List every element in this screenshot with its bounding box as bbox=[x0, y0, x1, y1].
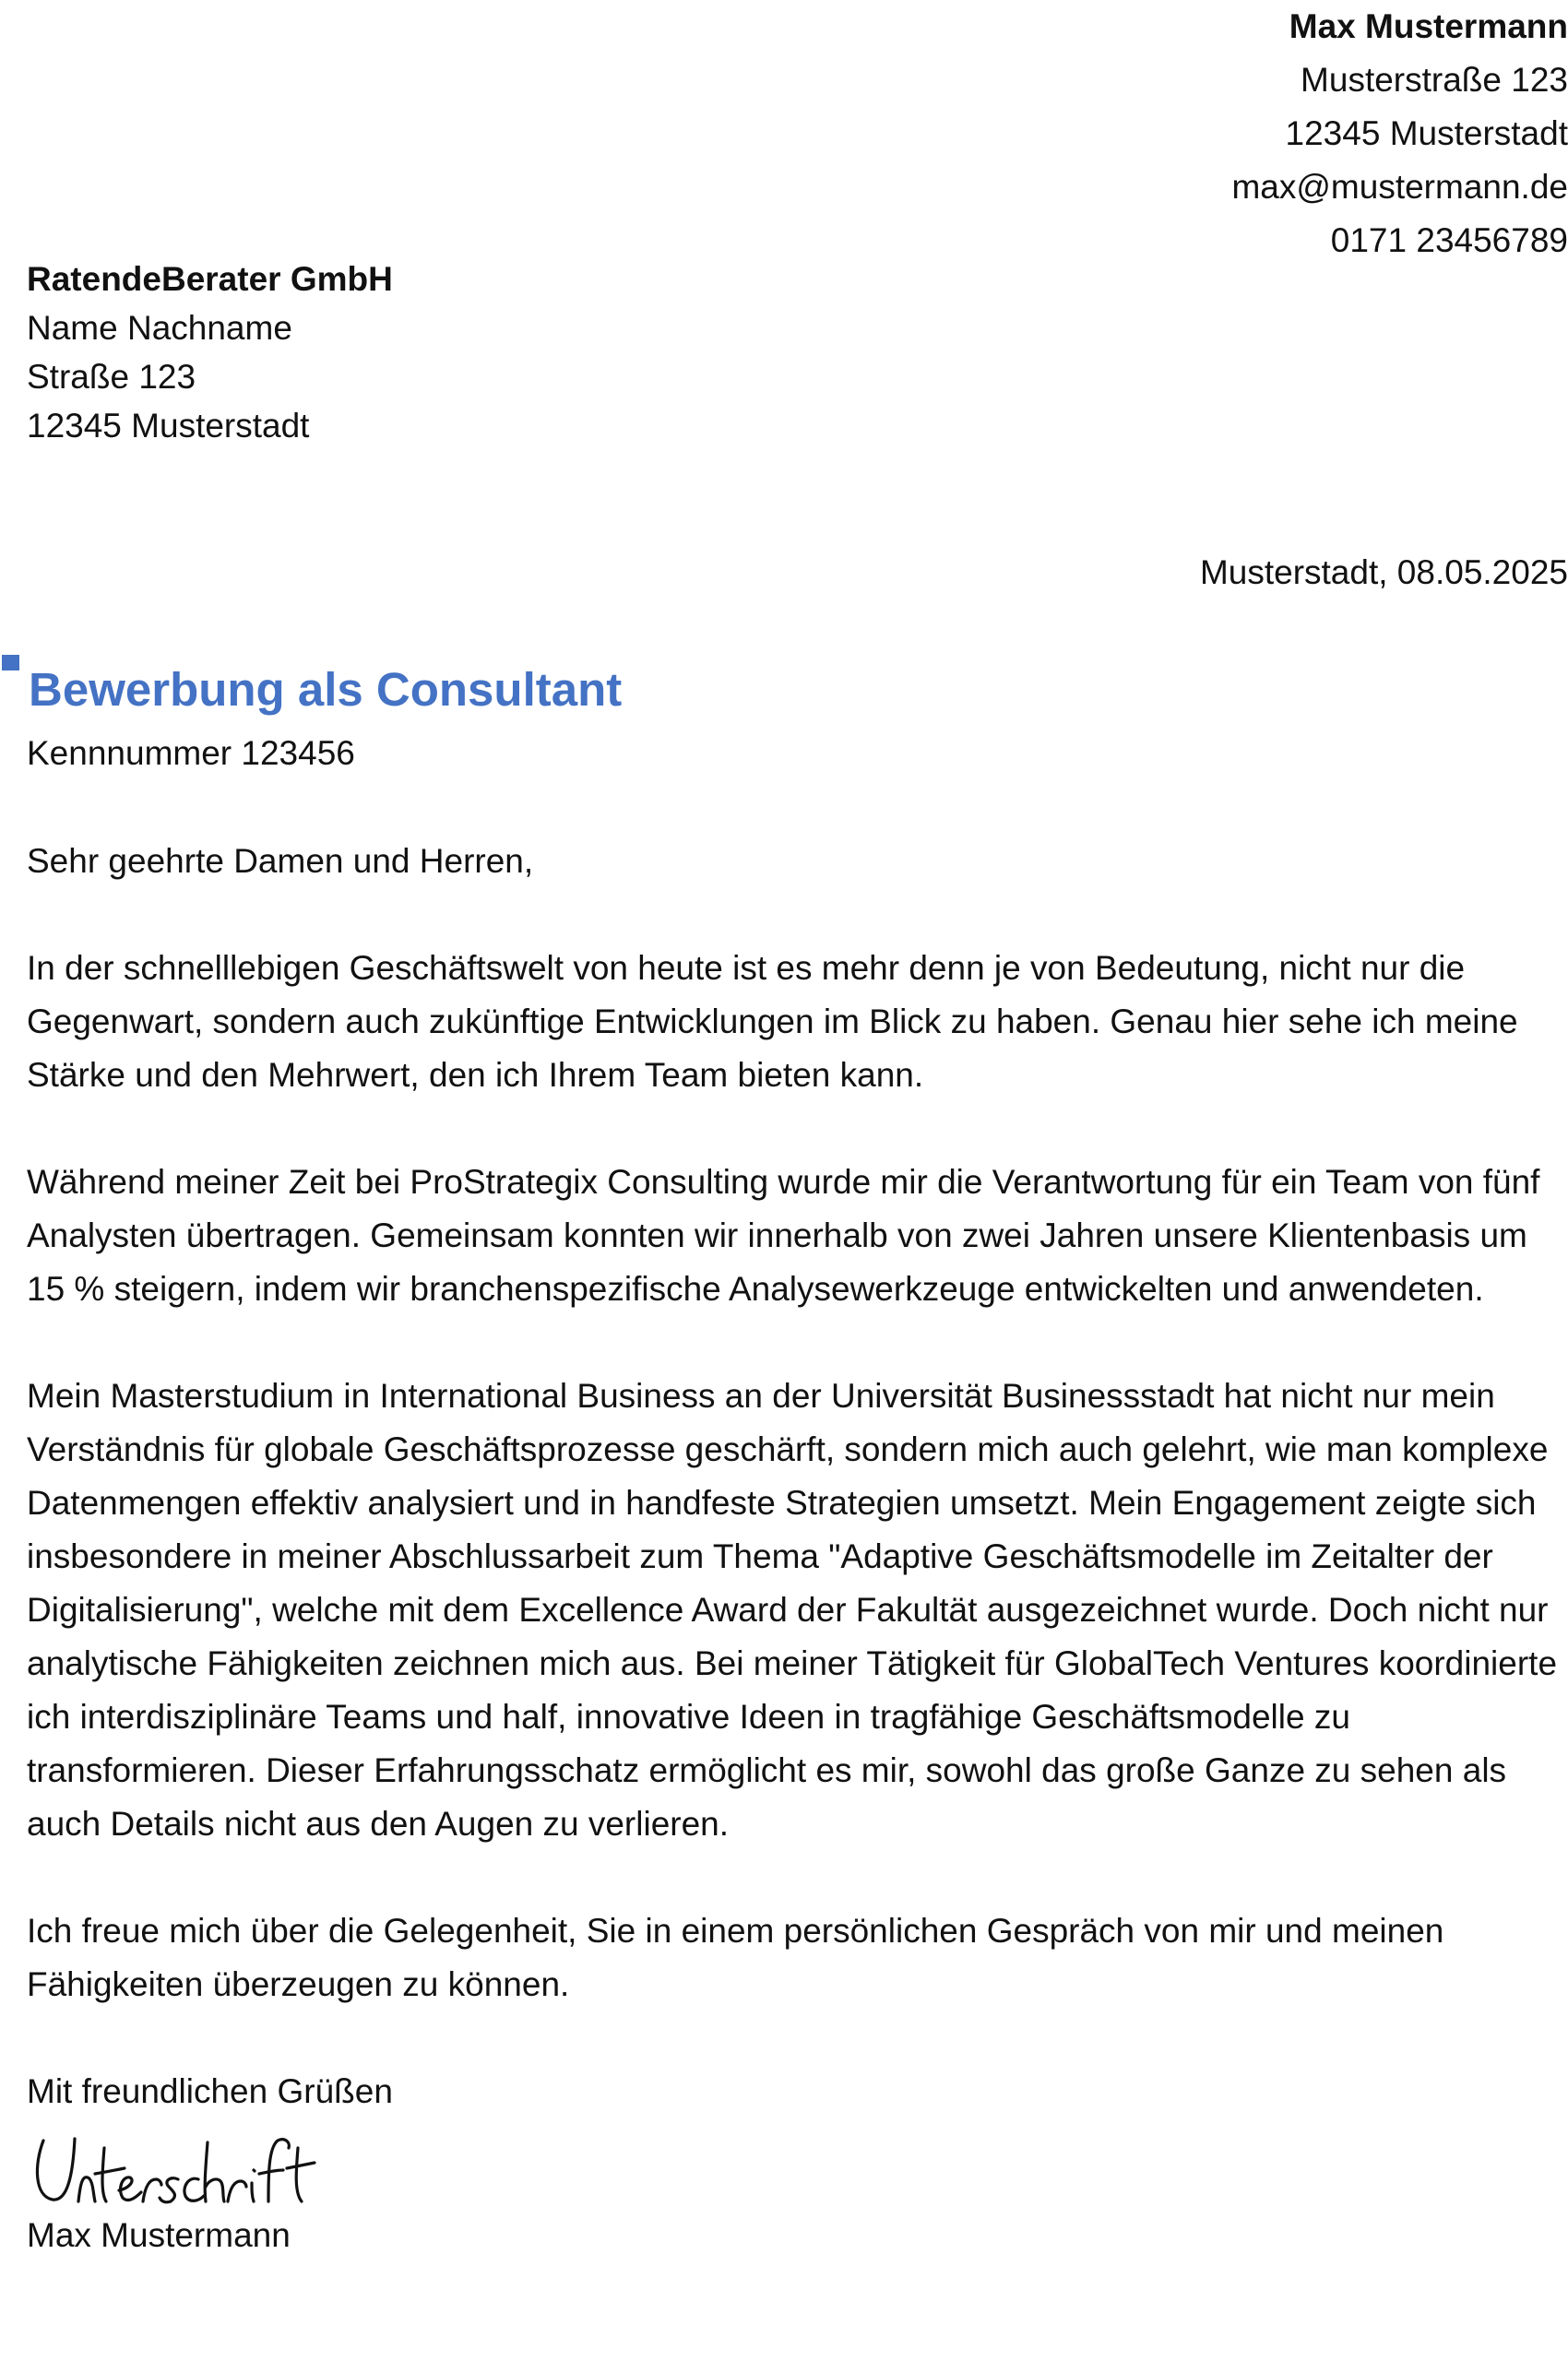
sender-city: 12345 Musterstadt bbox=[1285, 114, 1568, 152]
recipient-company: RatendeBerater GmbH bbox=[27, 260, 393, 298]
sender-phone: 0171 23456789 bbox=[1330, 221, 1568, 259]
body-paragraph-3: Mein Masterstudium in International Business an der Universität Businessstadt hat nicht nur mein Verständnis für globale Geschäftsprozesse geschärft, sondern mich auch gelehrt, wie man komplexe Datenmengen effektiv analysiert und in handfeste Strategien umsetzt. Mein Engagement zeigte sich insbesondere in meiner Abschlussarbeit zum Thema "Adaptive Geschäftsmodelle im Zeitalter der Digitalisierung", welche mit dem Excellence Award der Fakultät ausgezeichnet wurde. Doch nicht nur analytische Fähigkeiten zeichnen mich aus. Bei meiner Tätigkeit für GlobalTech Ventures koordinierte ich interdisziplinäre Teams und half, innovative Ideen in tragfähige Geschäftsmodelle zu transformieren. Dieser Erfahrungsschatz ermöglicht es mir, sowohl das große Ganze zu sehen als auch Details nicht aus den Augen zu verlieren. bbox=[27, 1377, 1558, 1843]
recipient-address-block bbox=[27, 255, 765, 450]
date-line: Musterstadt, 08.05.2025 bbox=[1199, 553, 1568, 591]
sender-email: max@mustermann.de bbox=[1231, 168, 1568, 206]
handwritten-signature bbox=[27, 2120, 322, 2213]
sender-name: Max Mustermann bbox=[1289, 7, 1568, 45]
letter-body bbox=[27, 835, 1568, 2262]
body-paragraph-2: Während meiner Zeit bei ProStrategix Consulting wurde mir die Verantwortung für ein Team von fünf Analysten übertragen. Gemeinsam konnten wir innerhalb von zwei Jahren unsere Klientenbasis um 15 % steigern, indem wir branchenspezifische Analysewerkzeuge entwickelten und anwendeten. bbox=[27, 1163, 1540, 1308]
heading-marker-icon bbox=[2, 655, 19, 670]
salutation: Sehr geehrte Damen und Herren, bbox=[27, 842, 534, 880]
recipient-street: Straße 123 bbox=[27, 358, 196, 396]
reference-number: Kennnummer 123456 bbox=[27, 734, 355, 772]
body-paragraph-4: Ich freue mich über die Gelegenheit, Sie in einem persönlichen Gespräch von mir und meinen Fähigkeiten überzeugen zu können. bbox=[27, 1912, 1444, 2003]
subject-title: Bewerbung als Consultant bbox=[29, 663, 623, 716]
recipient-contact: Name Nachname bbox=[27, 309, 292, 347]
body-paragraph-1: In der schnelllebigen Geschäftswelt von heute ist es mehr denn je von Bedeutung, nicht nur die Gegenwart, sondern auch zukünftige Entwicklungen im Blick zu haben. Genau hier sehe ich meine Stärke und den Mehrwert, den ich Ihrem Team bieten kann. bbox=[27, 949, 1518, 1094]
closing-phrase: Mit freundlichen Grüßen bbox=[27, 2072, 393, 2110]
sender-street: Musterstraße 123 bbox=[1301, 61, 1568, 99]
recipient-city: 12345 Musterstadt bbox=[27, 407, 310, 445]
signer-name: Max Mustermann bbox=[27, 2216, 291, 2254]
sender-address-block bbox=[922, 0, 1568, 267]
